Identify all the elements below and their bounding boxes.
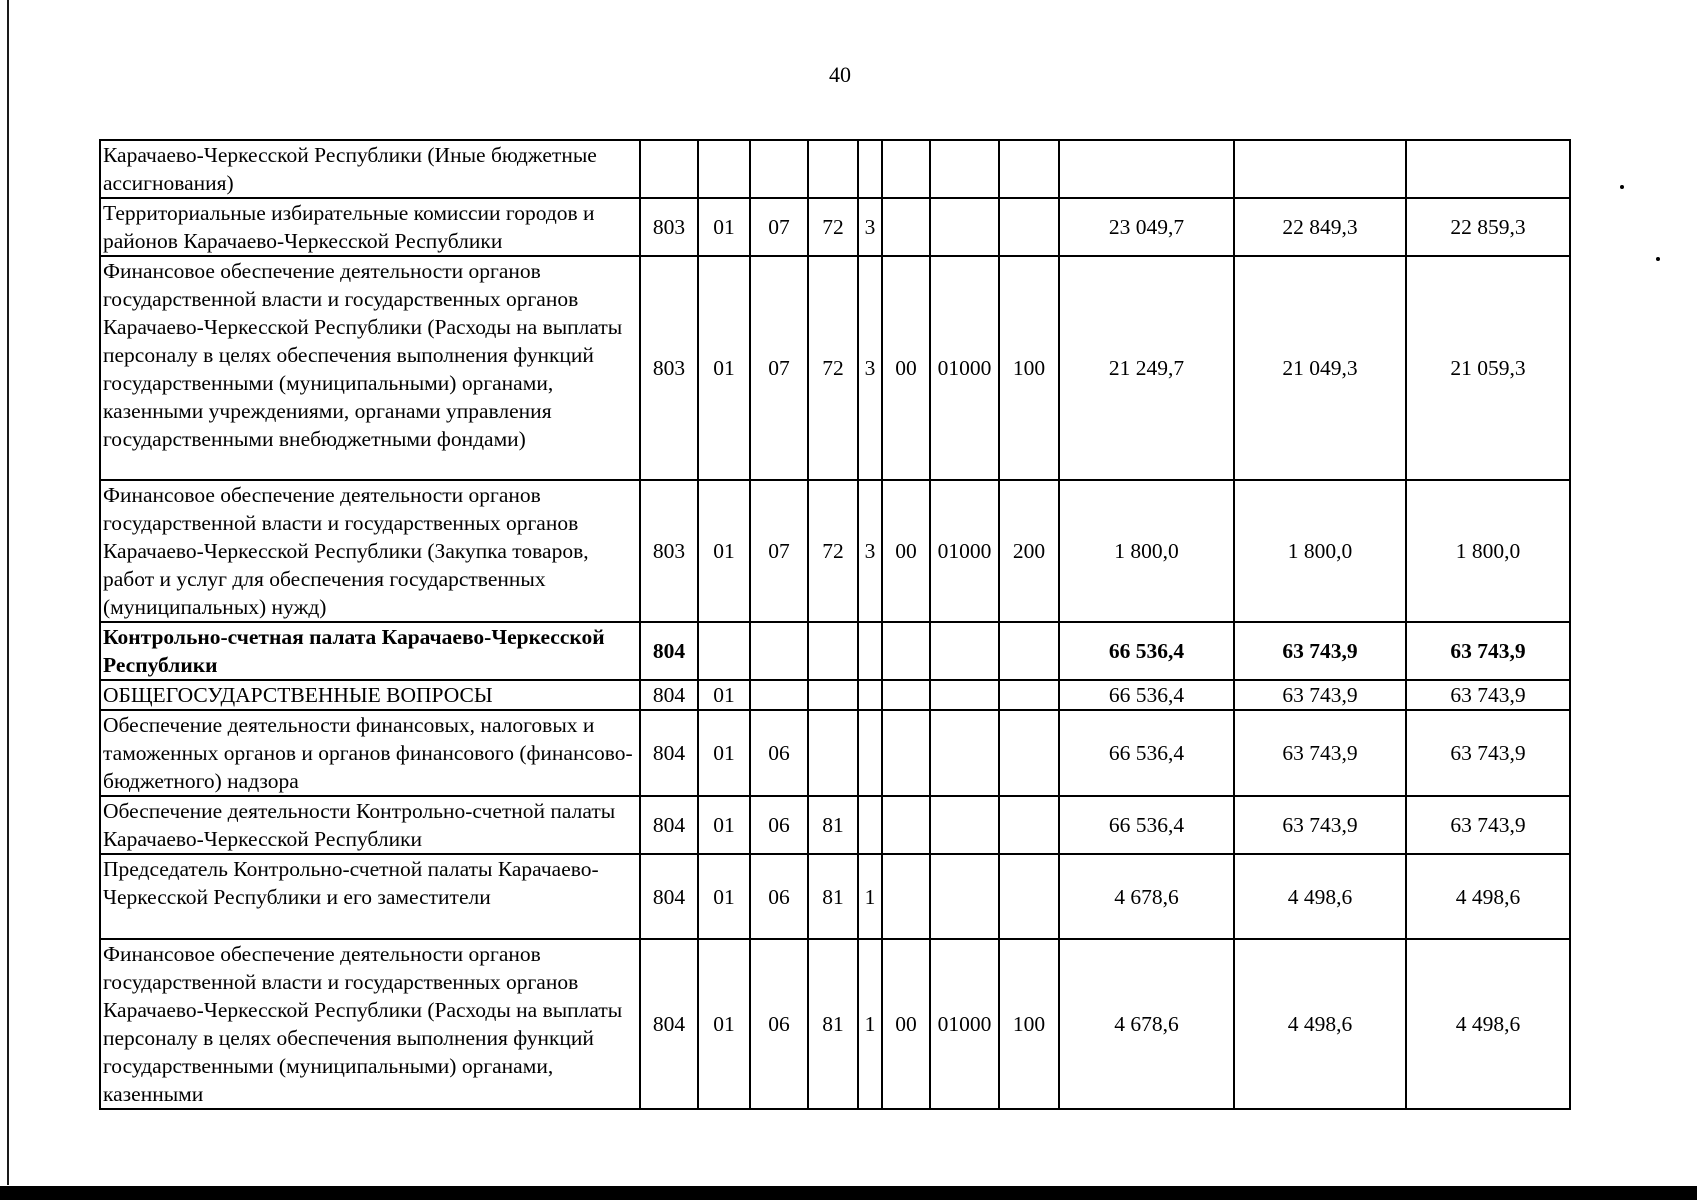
amount-year1-cell: 21 249,7	[1059, 256, 1234, 480]
amount-year1-cell: 66 536,4	[1059, 796, 1234, 854]
expense-code-cell	[930, 796, 999, 854]
subprogram-code-cell	[858, 796, 882, 854]
amount-year2-cell: 63 743,9	[1234, 680, 1406, 710]
amount-year3-cell: 63 743,9	[1406, 680, 1570, 710]
section-code-cell: 01	[698, 939, 750, 1109]
page-number: 40	[829, 62, 851, 87]
row-name-cell: Обеспечение деятельности Контрольно-счетной палаты Карачаево-Черкесской Республики	[100, 796, 640, 854]
table-row	[100, 939, 1570, 1109]
expense-code-cell: 01000	[930, 480, 999, 622]
row-name-cell: Карачаево-Черкесской Республики (Иные бюджетные ассигнования)	[100, 140, 640, 198]
expense-type-code-cell	[999, 854, 1059, 939]
section-code-cell: 01	[698, 480, 750, 622]
section-code-cell	[698, 140, 750, 198]
expense-code-cell: 01000	[930, 256, 999, 480]
amount-year3-cell: 63 743,9	[1406, 796, 1570, 854]
amount-year2-cell: 4 498,6	[1234, 854, 1406, 939]
table-row	[100, 198, 1570, 256]
ved-code-cell: 804	[640, 622, 698, 680]
amount-year3-cell: 22 859,3	[1406, 198, 1570, 256]
amount-year3-cell: 4 498,6	[1406, 854, 1570, 939]
subsection-code-cell: 06	[750, 710, 808, 796]
subprogram-code-cell: 1	[858, 939, 882, 1109]
direction-code-cell	[882, 796, 930, 854]
amount-year1-cell: 66 536,4	[1059, 680, 1234, 710]
amount-year3-cell	[1406, 140, 1570, 198]
amount-year2-cell: 22 849,3	[1234, 198, 1406, 256]
row-name-cell: Контрольно-счетная палата Карачаево-Черкесской Республики	[100, 622, 640, 680]
amount-year2-cell: 4 498,6	[1234, 939, 1406, 1109]
program-code-cell: 81	[808, 939, 858, 1109]
budget-table	[99, 139, 1571, 1110]
subsection-code-cell: 07	[750, 198, 808, 256]
table-row	[100, 854, 1570, 939]
section-code-cell: 01	[698, 854, 750, 939]
expense-type-code-cell: 200	[999, 480, 1059, 622]
expense-code-cell	[930, 854, 999, 939]
program-code-cell: 72	[808, 480, 858, 622]
direction-code-cell	[882, 198, 930, 256]
row-name-cell: Территориальные избирательные комиссии городов и районов Карачаево-Черкесской Республики	[100, 198, 640, 256]
program-code-cell: 72	[808, 256, 858, 480]
amount-year1-cell: 23 049,7	[1059, 198, 1234, 256]
subprogram-code-cell	[858, 140, 882, 198]
subprogram-code-cell: 3	[858, 256, 882, 480]
direction-code-cell	[882, 680, 930, 710]
direction-code-cell	[882, 622, 930, 680]
ved-code-cell: 803	[640, 256, 698, 480]
amount-year2-cell: 63 743,9	[1234, 796, 1406, 854]
subsection-code-cell: 06	[750, 939, 808, 1109]
ved-code-cell: 803	[640, 480, 698, 622]
subsection-code-cell	[750, 140, 808, 198]
row-name-cell: ОБЩЕГОСУДАРСТВЕННЫЕ ВОПРОСЫ	[100, 680, 640, 710]
section-code-cell: 01	[698, 680, 750, 710]
ved-code-cell: 804	[640, 854, 698, 939]
table-row	[100, 140, 1570, 198]
amount-year2-cell: 63 743,9	[1234, 622, 1406, 680]
ved-code-cell: 803	[640, 198, 698, 256]
direction-code-cell	[882, 140, 930, 198]
expense-type-code-cell	[999, 140, 1059, 198]
amount-year2-cell: 63 743,9	[1234, 710, 1406, 796]
subsection-code-cell: 07	[750, 256, 808, 480]
expense-type-code-cell	[999, 198, 1059, 256]
subsection-code-cell: 06	[750, 854, 808, 939]
expense-code-cell: 01000	[930, 939, 999, 1109]
row-name-cell: Финансовое обеспечение деятельности органов государственной власти и государственных органов Карачаево-Черкесской Республики (Расходы на выплаты персоналу в целях обеспечения выполнения функций государственными (муниципальными) органами, казенными учреждениями, органами управления государственными внебюджетными фондами)	[100, 256, 640, 480]
scan-left-edge	[7, 0, 9, 1185]
direction-code-cell: 00	[882, 939, 930, 1109]
amount-year1-cell: 4 678,6	[1059, 939, 1234, 1109]
expense-type-code-cell: 100	[999, 939, 1059, 1109]
table-row	[100, 680, 1570, 710]
expense-type-code-cell	[999, 796, 1059, 854]
amount-year2-cell: 1 800,0	[1234, 480, 1406, 622]
expense-type-code-cell	[999, 680, 1059, 710]
subprogram-code-cell: 1	[858, 854, 882, 939]
expense-code-cell	[930, 622, 999, 680]
subsection-code-cell	[750, 622, 808, 680]
amount-year2-cell: 21 049,3	[1234, 256, 1406, 480]
row-name-cell: Обеспечение деятельности финансовых, налоговых и таможенных органов и органов финансового (финансово-бюджетного) надзора	[100, 710, 640, 796]
amount-year3-cell: 4 498,6	[1406, 939, 1570, 1109]
amount-year1-cell	[1059, 140, 1234, 198]
section-code-cell: 01	[698, 256, 750, 480]
subprogram-code-cell	[858, 680, 882, 710]
table-row	[100, 796, 1570, 854]
row-name-cell: Финансовое обеспечение деятельности органов государственной власти и государственных органов Карачаево-Черкесской Республики (Расходы на выплаты персоналу в целях обеспечения выполнения функций государственными (муниципальными) органами, казенными	[100, 939, 640, 1109]
direction-code-cell	[882, 854, 930, 939]
row-name-cell: Финансовое обеспечение деятельности органов государственной власти и государственных органов Карачаево-Черкесской Республики (Закупка товаров, работ и услуг для обеспечения государственных (муниципальных) нужд)	[100, 480, 640, 622]
direction-code-cell: 00	[882, 256, 930, 480]
expense-code-cell	[930, 710, 999, 796]
expense-code-cell	[930, 140, 999, 198]
program-code-cell	[808, 710, 858, 796]
amount-year3-cell: 1 800,0	[1406, 480, 1570, 622]
table-row	[100, 256, 1570, 480]
subsection-code-cell: 06	[750, 796, 808, 854]
section-code-cell	[698, 622, 750, 680]
subsection-code-cell	[750, 680, 808, 710]
program-code-cell	[808, 622, 858, 680]
subsection-code-cell: 07	[750, 480, 808, 622]
ved-code-cell	[640, 140, 698, 198]
amount-year1-cell: 1 800,0	[1059, 480, 1234, 622]
subprogram-code-cell: 3	[858, 198, 882, 256]
table-row	[100, 622, 1570, 680]
ved-code-cell: 804	[640, 680, 698, 710]
amount-year1-cell: 66 536,4	[1059, 710, 1234, 796]
scan-speck	[1620, 185, 1624, 189]
table-body	[100, 140, 1570, 1109]
expense-type-code-cell	[999, 710, 1059, 796]
amount-year3-cell: 21 059,3	[1406, 256, 1570, 480]
ved-code-cell: 804	[640, 796, 698, 854]
ved-code-cell: 804	[640, 710, 698, 796]
program-code-cell: 72	[808, 198, 858, 256]
row-name-cell: Председатель Контрольно-счетной палаты Карачаево-Черкесской Республики и его заместители	[100, 854, 640, 939]
program-code-cell	[808, 680, 858, 710]
scan-bottom-border	[0, 1186, 1697, 1200]
amount-year3-cell: 63 743,9	[1406, 710, 1570, 796]
program-code-cell: 81	[808, 854, 858, 939]
expense-type-code-cell	[999, 622, 1059, 680]
table-row	[100, 710, 1570, 796]
table-row	[100, 480, 1570, 622]
ved-code-cell: 804	[640, 939, 698, 1109]
direction-code-cell	[882, 710, 930, 796]
amount-year3-cell: 63 743,9	[1406, 622, 1570, 680]
section-code-cell: 01	[698, 198, 750, 256]
subprogram-code-cell	[858, 622, 882, 680]
subprogram-code-cell	[858, 710, 882, 796]
section-code-cell: 01	[698, 710, 750, 796]
expense-code-cell	[930, 198, 999, 256]
direction-code-cell: 00	[882, 480, 930, 622]
amount-year1-cell: 66 536,4	[1059, 622, 1234, 680]
expense-code-cell	[930, 680, 999, 710]
section-code-cell: 01	[698, 796, 750, 854]
scan-speck	[1656, 257, 1660, 261]
program-code-cell: 81	[808, 796, 858, 854]
subprogram-code-cell: 3	[858, 480, 882, 622]
amount-year2-cell	[1234, 140, 1406, 198]
program-code-cell	[808, 140, 858, 198]
expense-type-code-cell: 100	[999, 256, 1059, 480]
amount-year1-cell: 4 678,6	[1059, 854, 1234, 939]
